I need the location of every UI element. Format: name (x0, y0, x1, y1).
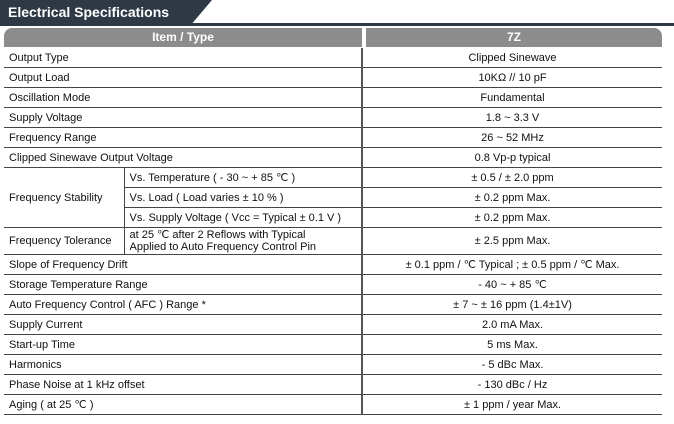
row-label: Harmonics (4, 355, 362, 375)
row-value: ± 0.2 ppm Max. (362, 188, 662, 208)
row-label: Start-up Time (4, 335, 362, 355)
row-value: - 130 dBc / Hz (362, 375, 662, 395)
table-row (4, 228, 662, 255)
table-row (4, 375, 662, 395)
row-value: 10KΩ // 10 pF (362, 68, 662, 88)
row-condition: Vs. Load ( Load varies ± 10 % ) (124, 188, 362, 208)
row-value: 5 ms Max. (362, 335, 662, 355)
section-title: Electrical Specifications (8, 4, 170, 20)
row-condition (124, 228, 362, 255)
table-row (4, 395, 662, 415)
row-value: 1.8 ~ 3.3 V (362, 108, 662, 128)
row-label: Auto Frequency Control ( AFC ) Range * (4, 295, 362, 315)
row-value: 0.8 Vp-p typical (362, 148, 662, 168)
row-condition: Vs. Temperature ( - 30 ~ + 85 ℃ ) (124, 168, 362, 188)
row-value: Fundamental (362, 88, 662, 108)
row-value: ± 0.5 / ± 2.0 ppm (362, 168, 662, 188)
row-value: Clipped Sinewave (362, 48, 662, 68)
table-row (4, 275, 662, 295)
row-label: Frequency Range (4, 128, 362, 148)
row-value: - 40 ~ + 85 ℃ (362, 275, 662, 295)
table-row (4, 128, 662, 148)
table-row (4, 335, 662, 355)
row-value: ± 2.5 ppm Max. (362, 228, 662, 255)
section-title-bar (0, 0, 674, 26)
row-label: Clipped Sinewave Output Voltage (4, 148, 362, 168)
condition-line-2: Applied to Auto Frequency Control Pin (129, 241, 317, 253)
row-value: 2.0 mA Max. (362, 315, 662, 335)
table-row (4, 48, 662, 68)
row-label: Phase Noise at 1 kHz offset (4, 375, 362, 395)
row-value: - 5 dBc Max. (362, 355, 662, 375)
row-label: Storage Temperature Range (4, 275, 362, 295)
row-condition: Vs. Supply Voltage ( Vcc = Typical ± 0.1 V ) (124, 208, 362, 228)
condition-line-1: at 25 ℃ after 2 Reflows with Typical (129, 229, 306, 241)
table-row (4, 68, 662, 88)
row-value: ± 1 ppm / year Max. (362, 395, 662, 415)
row-value: ± 7 ~ ± 16 ppm (1.4±1V) (362, 295, 662, 315)
row-value: ± 0.2 ppm Max. (362, 208, 662, 228)
table-row (4, 168, 662, 188)
header-type-7z: 7Z (366, 28, 662, 47)
row-label: Slope of Frequency Drift (4, 255, 362, 275)
row-label: Output Type (4, 48, 362, 68)
row-label: Output Load (4, 68, 362, 88)
row-label: Frequency Stability (4, 168, 124, 228)
table-row (4, 295, 662, 315)
table-row (4, 315, 662, 335)
table-row (4, 88, 662, 108)
header-item-type: Item / Type (4, 28, 362, 47)
row-value: 26 ~ 52 MHz (362, 128, 662, 148)
row-label: Oscillation Mode (4, 88, 362, 108)
row-label: Frequency Tolerance (4, 228, 124, 255)
table-row (4, 148, 662, 168)
row-label: Supply Voltage (4, 108, 362, 128)
table-row (4, 255, 662, 275)
table-row (4, 355, 662, 375)
title-underline (0, 23, 674, 26)
row-value: ± 0.1 ppm / ℃ Typical ; ± 0.5 ppm / ℃ Max. (362, 255, 662, 275)
table-row (4, 108, 662, 128)
row-label: Aging ( at 25 ℃ ) (4, 395, 362, 415)
row-label: Supply Current (4, 315, 362, 335)
spec-table (4, 48, 662, 415)
